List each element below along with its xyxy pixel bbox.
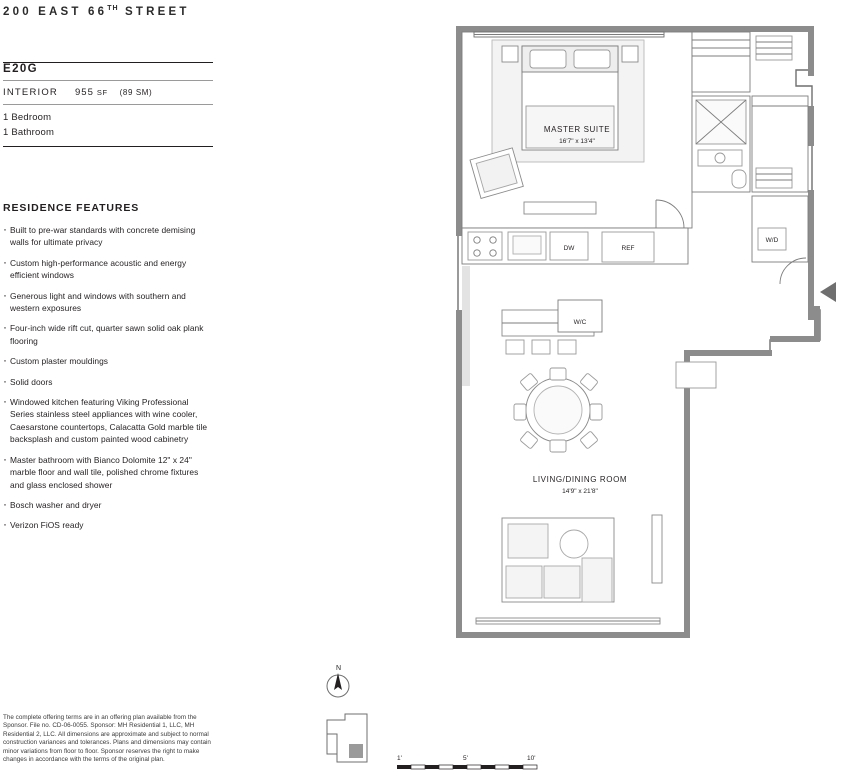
appliance-label-wd: W/D (765, 237, 779, 244)
list-item: · Verizon FiOS ready (3, 519, 213, 531)
key-plan-unit-highlight (349, 744, 363, 758)
scale-tick-10ft: 10' (527, 755, 536, 762)
room-counts (3, 105, 213, 146)
appliance-label-wc: W/C (573, 319, 587, 326)
scale-bar (395, 752, 545, 778)
compass-north-label: N (336, 665, 342, 672)
list-item: · Master bathroom with Bianco Dolomite 12" x 24" marble floor and wall tile, polished chrome fixtures and glass enclosed shower (3, 454, 213, 491)
divider-under-rooms (3, 146, 213, 147)
appliance-label-ref: REF (621, 245, 635, 252)
list-item: · Custom high-performance acoustic and energy efficient windows (3, 257, 213, 282)
residence-features-list (3, 224, 213, 532)
room-dims-living-dining: 14'9" x 21'8" (562, 488, 598, 495)
room-dims-master: 16'7" x 13'4" (559, 138, 595, 145)
interior-sm-value: (89 SM) (119, 88, 153, 97)
list-item: · Custom plaster mouldings (3, 355, 213, 367)
list-item: · Built to pre-war standards with concrete demising walls for ultimate privacy (3, 224, 213, 249)
entry-arrow-icon (820, 282, 836, 302)
appliance-label-dw: DW (563, 245, 575, 252)
residence-features-title: RESIDENCE FEATURES (3, 202, 140, 214)
building-title-main: 200 EAST 66 (3, 5, 108, 18)
unit-info-panel (3, 62, 213, 540)
bathroom-count: 1 Bathroom (3, 127, 55, 138)
bedroom-count: 1 Bedroom (3, 112, 52, 123)
key-plan (315, 700, 395, 778)
interior-sf-unit: SF (96, 88, 108, 97)
list-item: · Four-inch wide rift cut, quarter sawn solid oak plank flooring (3, 322, 213, 347)
interior-sf-value: 955 (75, 87, 94, 98)
list-item: · Windowed kitchen featuring Viking Professional Series stainless steel appliances with wine cooler, Caesarstone countertops, Calacatta Gold marble tile backsplash and custom painted wood cabinetry (3, 396, 213, 446)
building-title-street: STREET (125, 5, 190, 18)
scale-tick-5ft: 5' (463, 755, 468, 762)
scale-tick-1ft: 1' (397, 755, 402, 762)
interior-label: INTERIOR (3, 87, 58, 98)
room-label-living-dining: LIVING/DINING ROOM (532, 475, 628, 484)
legal-disclaimer: The complete offering terms are in an offering plan available from the Sponsor. File no. CD-06-0055. Sponsor: MH Residential 1, LLC, MH Residential 2, LLC. All dimensions are approximate and subject to normal construction variances and tolerances. Plans and dimensions may contain minor variations from floor to floor. Sponsor reserves the right to make changes in accordance with the terms of the original plan. (3, 714, 211, 764)
floor-plan (440, 10, 840, 650)
page-title (3, 5, 190, 18)
room-label-master: MASTER SUITE (543, 125, 611, 134)
list-item: · Solid doors (3, 376, 213, 388)
list-item: · Bosch washer and dryer (3, 499, 213, 511)
interior-area-row (3, 81, 213, 104)
list-item: · Generous light and windows with southern and western exposures (3, 290, 213, 315)
building-title-ordinal: TH (107, 5, 119, 12)
unit-number: E20G (3, 63, 39, 75)
